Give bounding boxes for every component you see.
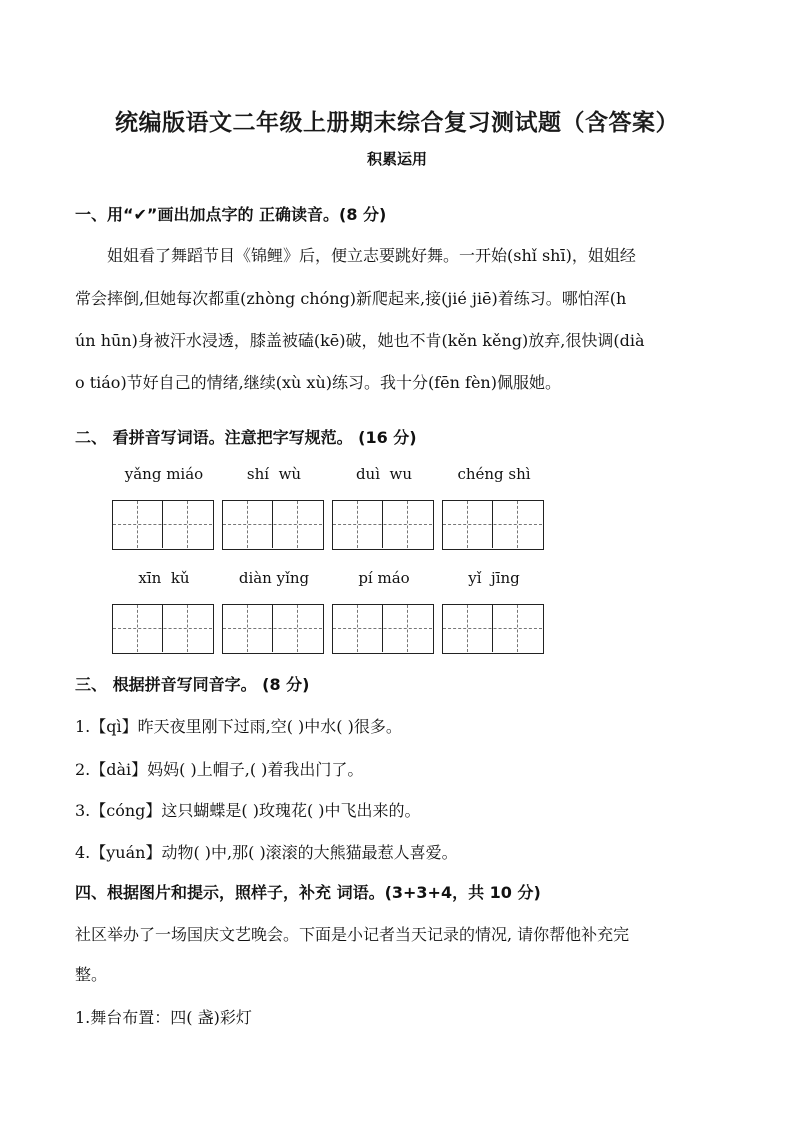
writing-box[interactable]: [222, 604, 324, 654]
writing-box[interactable]: [112, 500, 214, 550]
section1-line: 姐姐看了舞蹈节目《锦鲤》后，便立志要跳好舞。一开始(shǐ shī)，姐姐经: [107, 246, 636, 265]
section1-line: 常会摔倒,但她每次都重(zhòng chóng)新爬起来,接(jié jiē)着练习。哪怕浑(h: [75, 289, 627, 308]
section3-item: 3.【cóng】这只蝴蝶是( )玫瑰花( )中飞出来的。: [75, 801, 421, 820]
section4-item: 1.舞台布置：四( 盏)彩灯: [75, 1008, 252, 1027]
page-subtitle: 积累运用: [366, 150, 427, 168]
writing-box[interactable]: [222, 500, 324, 550]
section3-item: 4.【yuán】动物( )中,那( )滚滚的大熊猫最惹人喜爱。: [75, 843, 458, 862]
writing-box[interactable]: [442, 604, 544, 654]
writing-box[interactable]: [442, 500, 544, 550]
pinyin-label: yǎng miáo: [124, 465, 204, 483]
pinyin-label: duì wu: [355, 465, 413, 483]
writing-box[interactable]: [332, 604, 434, 654]
section1-heading: 一、用“✔”画出加点字的 正确读音。(8 分): [75, 205, 387, 224]
pinyin-row-2: [112, 569, 552, 593]
pinyin-row-1: [112, 465, 552, 489]
section4-heading: 四、根据图片和提示，照样子，补充 词语。(3+3+4，共 10 分): [75, 883, 541, 902]
section2-heading: 二、 看拼音写词语。注意把字写规范。 (16 分): [75, 428, 417, 447]
section3-item: 2.【dài】妈妈( )上帽子,( )着我出门了。: [75, 760, 364, 779]
section4-intro-line: 社区举办了一场国庆文艺晚会。下面是小记者当天记录的情况, 请你帮他补充完: [75, 925, 630, 944]
pinyin-label: pí máo: [358, 569, 410, 587]
section3-item: 1.【qì】昨天夜里刚下过雨,空( )中水( )很多。: [75, 717, 402, 736]
section3-heading: 三、 根据拼音写同音字。 (8 分): [75, 675, 310, 694]
pinyin-label: diàn yǐng: [238, 569, 310, 587]
section1-line: o tiáo)节好自己的情绪,继续(xù xù)练习。我十分(fēn fèn)佩服她。: [75, 373, 561, 392]
pinyin-label: chéng shì: [457, 465, 531, 483]
pinyin-label: xīn kǔ: [138, 569, 190, 587]
section4-intro-line: 整。: [75, 965, 108, 984]
pinyin-label: shí wù: [246, 465, 302, 483]
pinyin-label: yǐ jīng: [468, 569, 520, 587]
writing-box[interactable]: [112, 604, 214, 654]
section1-line: ún hūn)身被汗水浸透，膝盖被磕(kē)破，她也不肯(kěn kěng)放弃,很快调(dià: [75, 331, 645, 350]
page-title: 统编版语文二年级上册期末综合复习测试题（含答案）: [115, 110, 679, 136]
writing-box[interactable]: [332, 500, 434, 550]
